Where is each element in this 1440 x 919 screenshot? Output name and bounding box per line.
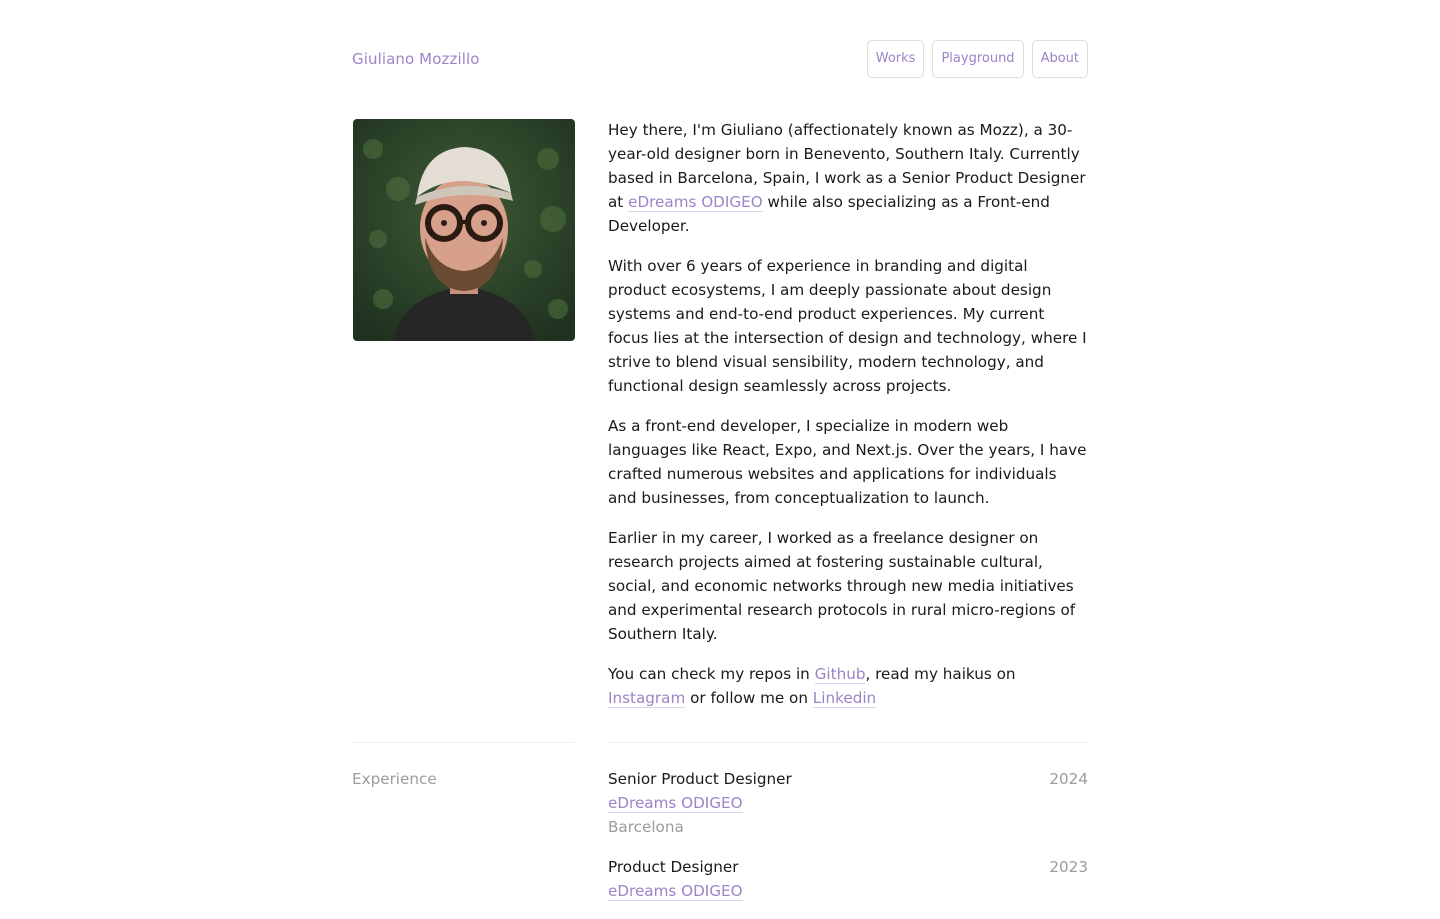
brand-link[interactable]: Giuliano Mozzillo xyxy=(352,50,480,68)
experience-item xyxy=(608,767,1088,839)
experience-list xyxy=(608,767,1088,919)
nav-about[interactable]: About xyxy=(1032,40,1088,78)
job-title: Product Designer xyxy=(608,858,739,876)
job-year: 2024 xyxy=(1049,770,1088,788)
job-company xyxy=(608,879,1088,903)
bio-text: or follow me on xyxy=(685,689,813,707)
company-link[interactable]: eDreams ODIGEO xyxy=(608,882,743,900)
linkedin-link[interactable]: Linkedin xyxy=(812,689,877,707)
experience-label: Experience xyxy=(352,770,437,788)
nav-works[interactable]: Works xyxy=(867,40,925,78)
bio-text: while also specializing as a Front-end Developer. xyxy=(608,193,1050,235)
job-year: 2023 xyxy=(1049,858,1088,876)
github-link[interactable]: Github xyxy=(814,665,866,683)
bio-paragraph-links xyxy=(608,662,1088,710)
bio-paragraph-experience: With over 6 years of experience in branding and digital product ecosystems, I am deeply passionate about design systems and end-to-end product experiences. My current focus lies at the intersection of design and technology, where I strive to blend visual sensibility, modern technology, and functional design seamlessly across projects. xyxy=(608,257,1087,395)
bio-text: Hey there, I'm Giuliano (affectionately known as Mozz), a 30-year-old designer born in Benevento, Southern Italy. Currently based in Barcelona, Spain, I work as a Senior Product Designer at xyxy=(608,121,1086,211)
bio-paragraph-intro xyxy=(608,118,1088,238)
profile-photo xyxy=(353,119,575,341)
main-nav xyxy=(867,40,1088,78)
nav-playground[interactable]: Playground xyxy=(932,40,1023,78)
bio xyxy=(608,118,1088,726)
job-location: Barcelona xyxy=(608,818,684,836)
site-header xyxy=(352,40,1088,78)
bio-text: You can check my repos in xyxy=(608,665,815,683)
edreams-link[interactable]: eDreams ODIGEO xyxy=(628,193,763,211)
job-title: Senior Product Designer xyxy=(608,770,792,788)
divider xyxy=(608,742,1088,743)
bio-paragraph-frontend: As a front-end developer, I specialize in modern web languages like React, Expo, and Next.js. Over the years, I have crafted numerous websites and applications for individuals and businesses, from conceptualization to launch. xyxy=(608,417,1087,507)
experience-item xyxy=(608,855,1088,903)
instagram-link[interactable]: Instagram xyxy=(608,689,686,707)
bio-paragraph-career: Earlier in my career, I worked as a freelance designer on research projects aimed at fostering sustainable cultural, social, and economic networks through new media initiatives and experimental research protocols in rural micro-regions of Southern Italy. xyxy=(608,529,1076,643)
company-link[interactable]: eDreams ODIGEO xyxy=(608,794,743,812)
portrait-illustration xyxy=(353,119,575,341)
bio-text: , read my haikus on xyxy=(865,665,1016,683)
divider xyxy=(352,742,574,743)
job-company xyxy=(608,791,1088,815)
